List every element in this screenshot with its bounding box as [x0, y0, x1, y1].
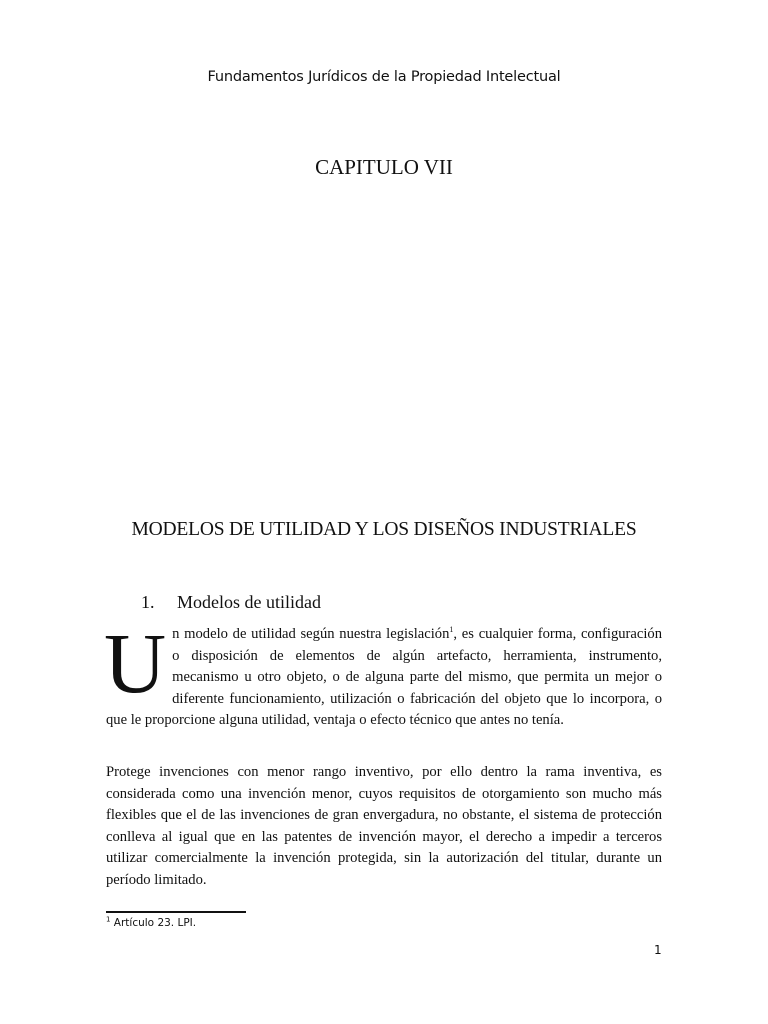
subsection-heading [141, 592, 321, 613]
section-title: MODELOS DE UTILIDAD Y LOS DISEÑOS INDUSTRIALES [131, 519, 637, 540]
paragraph-2-text: Protege invenciones con menor rango inventivo, por ello dentro la rama inventiva, es considerada como una invención menor, cuyos requisitos de otorgamiento son mucho más flexibles que el de las invenciones de gran envergadura, no obstante, el sistema de protección conlleva al igual que en las patentes de invención mayor, el derecho a impedir a terceros utilizar comercialmente la invención protegida, sin la autorización del titular, durante un período limitado. [106, 764, 662, 888]
paragraph-2 [106, 762, 662, 892]
paragraph-1-text [104, 615, 663, 732]
paragraph-1 [104, 615, 663, 732]
paragraph-1-text-rest: , es cualquier forma, configuración o disposición de elementos de algún artefacto, herramienta, instrumento, mecanismo u otro objeto, o de alguna parte del mismo, que permita un mejor o diferente funcionamiento, utilización o fabricación del objeto que lo incorpora, o que le proporcione alguna utilidad, ventaja o efecto técnico que antes no tenía. [106, 626, 663, 729]
paragraph-1-text-start: n modelo de utilidad según nuestra legislación [172, 626, 450, 642]
footnote-text: Artículo 23. LPI. [110, 917, 197, 929]
footnote-reference: 1 [449, 625, 454, 635]
page-number: 1 [654, 943, 662, 957]
running-header: Fundamentos Jurídicos de la Propiedad Intelectual [207, 69, 561, 85]
footnote [106, 917, 196, 929]
footnote-separator [106, 911, 246, 913]
subsection-title: Modelos de utilidad [177, 592, 321, 612]
chapter-title: CAPITULO VII [315, 155, 453, 179]
drop-cap: U [104, 615, 167, 711]
subsection-number: 1. [141, 592, 155, 612]
footnote-marker: 1 [106, 915, 111, 924]
